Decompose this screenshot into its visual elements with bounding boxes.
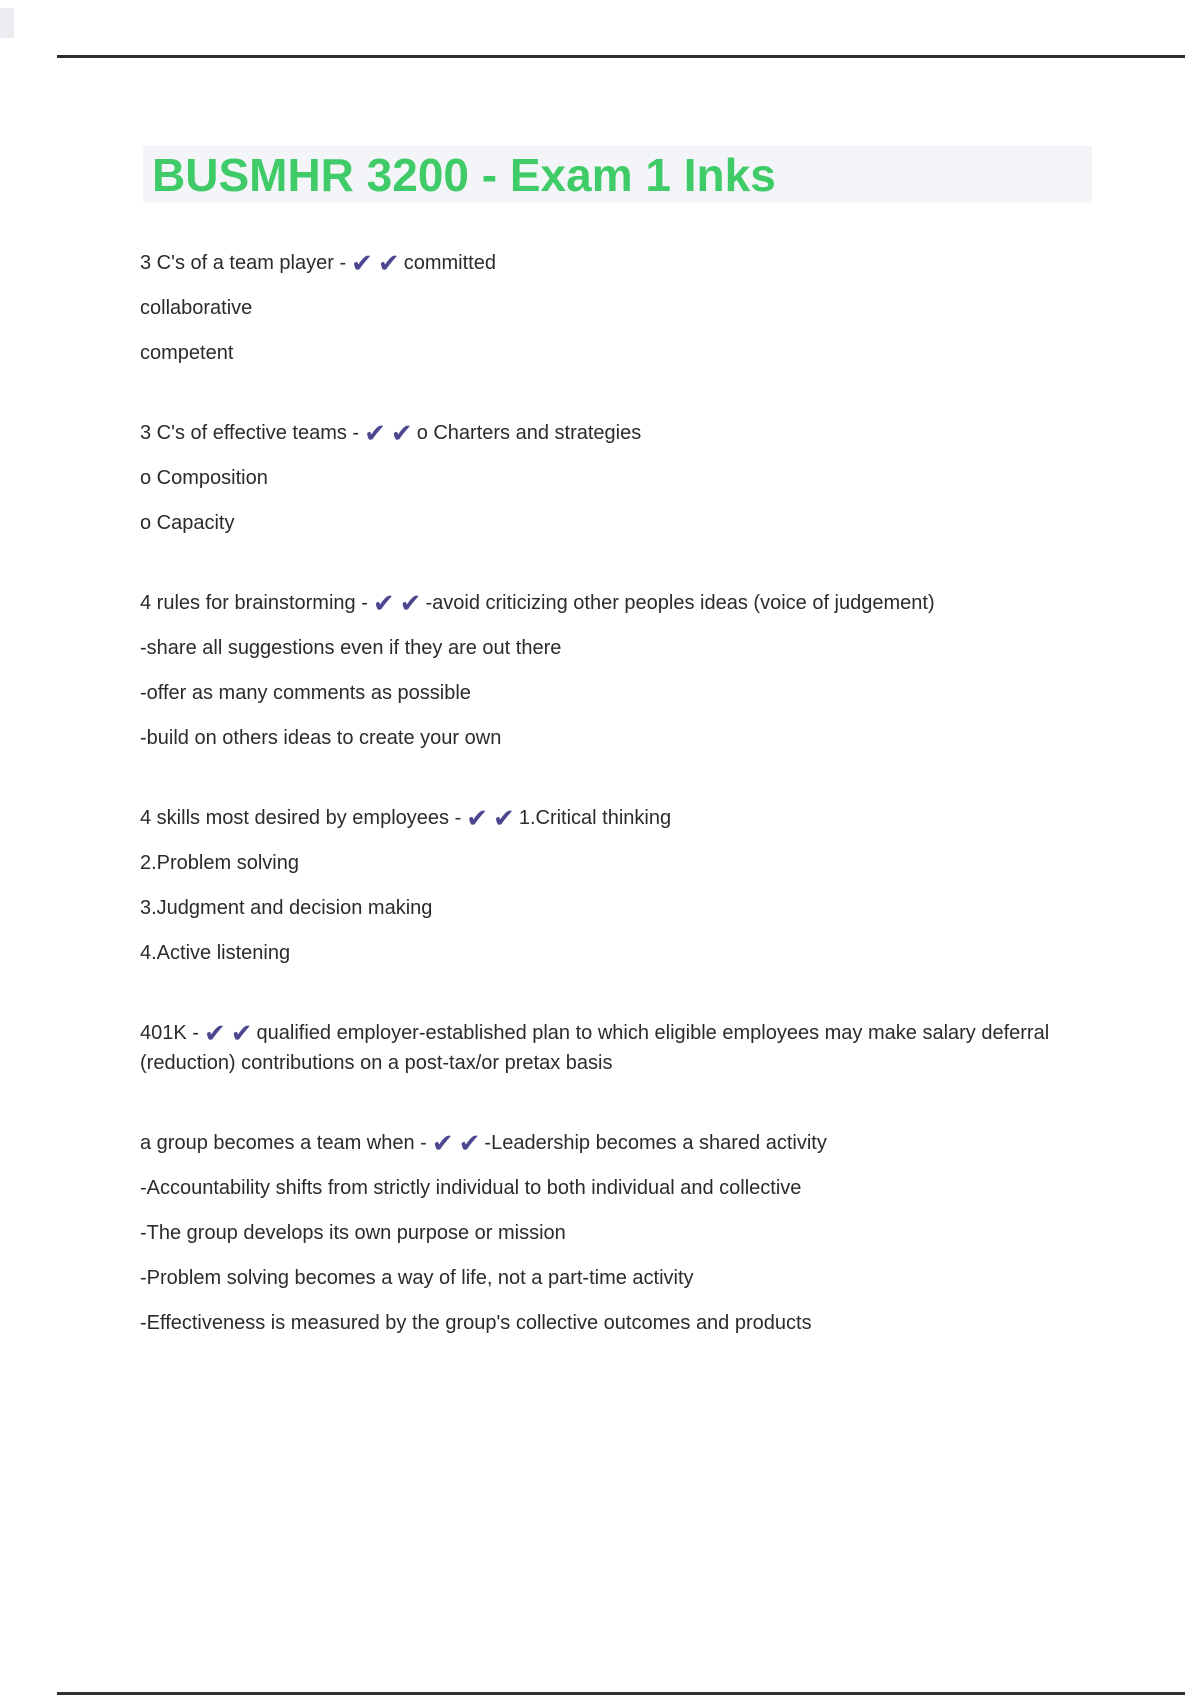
check-icon: ✔ [377,248,400,278]
check-icon: ✔ [493,803,515,833]
question-text: 401K - [140,1022,199,1044]
qa-entry [140,588,1130,753]
title-bar [143,146,1092,203]
answer-text: o Charters and strategies [416,422,642,444]
answer-detail-line: collaborative [140,297,253,319]
answer-detail-line: 2.Problem solving [140,852,299,874]
answer-detail-line: -build on others ideas to create your own [140,727,502,749]
qa-entry [140,1018,1130,1078]
answer-text: -avoid criticizing other peoples ideas (voice of judgement) [425,592,935,614]
check-icon: ✔ [230,1018,253,1048]
checkmarks [431,1128,481,1158]
check-icon: ✔ [431,1128,454,1158]
answer-detail-line: -offer as many comments as possible [140,682,471,704]
answer-text: qualified employer-established plan to which eligible employees may make salary deferral (reduction) contributions on a post-tax/or pretax basis [140,1022,1050,1074]
answer-text: 1.Critical thinking [518,807,672,829]
qa-entry [140,1128,1130,1338]
answer-text: -Leadership becomes a shared activity [484,1132,827,1154]
checkmarks [372,588,422,618]
question-text: a group becomes a team when - [140,1132,427,1154]
top-rule [57,55,1185,58]
answer-detail-line: 3.Judgment and decision making [140,897,433,919]
checkmarks [466,803,515,833]
qa-entry [140,418,1130,538]
question-text: 3 C's of a team player - [140,252,347,274]
question-text: 4 skills most desired by employees - [140,807,462,829]
check-icon: ✔ [203,1018,226,1048]
question-text: 3 C's of effective teams - [140,422,360,444]
check-icon: ✔ [466,803,489,833]
answer-detail-line: -share all suggestions even if they are out there [140,637,562,659]
answer-detail-line: o Composition [140,467,268,489]
answer-detail-line: -The group develops its own purpose or mission [140,1222,566,1244]
scrollbar-artifact [0,8,14,38]
answer-detail-line: competent [140,342,234,364]
check-icon: ✔ [351,248,373,278]
check-icon: ✔ [372,588,395,618]
checkmarks [203,1018,253,1048]
qa-question-line [140,1018,1130,1078]
check-icon: ✔ [364,418,386,448]
qa-entry [140,803,1130,968]
answer-text: committed [403,252,496,274]
qa-list [140,248,1130,1388]
bottom-rule [57,1692,1185,1695]
qa-question-line [140,248,1130,278]
answer-detail-line: -Accountability shifts from strictly individual to both individual and collective [140,1177,802,1199]
checkmarks [364,418,413,448]
qa-question-line [140,588,1130,618]
checkmarks [351,248,400,278]
qa-question-line [140,418,1130,448]
answer-detail-line: 4.Active listening [140,942,291,964]
answer-detail-line: o Capacity [140,512,235,534]
check-icon: ✔ [390,418,413,448]
check-icon: ✔ [458,1128,481,1158]
qa-question-line [140,1128,1130,1158]
qa-entry [140,248,1130,368]
qa-question-line [140,803,1130,833]
check-icon: ✔ [399,588,422,618]
answer-detail-line: -Problem solving becomes a way of life, not a part-time activity [140,1267,694,1289]
question-text: 4 rules for brainstorming - [140,592,368,614]
answer-detail-line: -Effectiveness is measured by the group's collective outcomes and products [140,1312,812,1334]
page-title: BUSMHR 3200 - Exam 1 Inks [152,148,776,201]
